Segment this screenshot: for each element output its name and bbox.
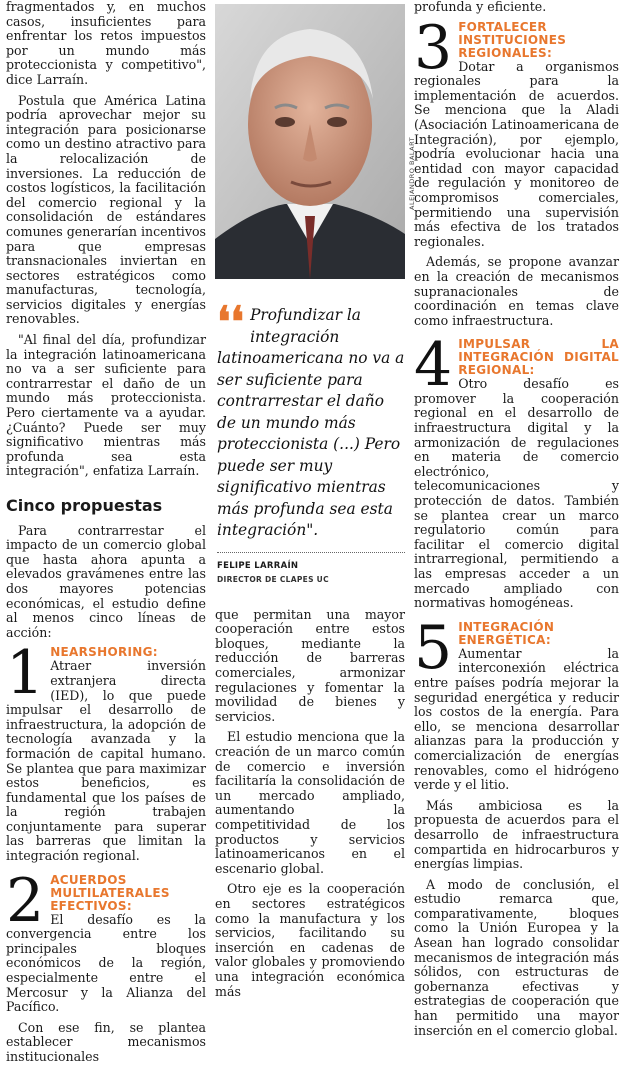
proposal-title: ACUERDOS MULTILATERALES EFECTIVOS: — [50, 872, 170, 913]
quote-text: Profundizar la integración latinoamericana no va a ser suficiente para contrarrestar el daño de un mundo más proteccionista (...) Pero puede ser muy significativo mientras más profunda sea esta integración". — [217, 306, 405, 539]
proposal-text: Dotar a organismos regionales para la implementación de acuerdos. Se menciona que la Aladi (Asociación Latinoamericana de Integración), por ejemplo, podría evolucionar hacia una entidad con mayor capacidad de regulación y monitoreo de compromisos comerciales, permitiendo una supervisión más efectiva de los tratados regionales. — [414, 58, 619, 249]
quote-divider — [217, 552, 405, 553]
proposal-text: Aumentar la interconexión eléctrica entre países podría mejorar la seguridad energética y reducir los costos de la energía. Para ello, se menciona desarrollar alianzas para la producción y comercialización de energías renovables, como el hidrógeno verde y el litio. — [414, 645, 619, 793]
proposal-number: 3 — [414, 12, 453, 83]
proposal-5 — [414, 612, 619, 1038]
center-body — [215, 608, 405, 999]
section-title: Cinco propuestas — [6, 496, 163, 515]
proposal-text: Atraer inversión extranjera directa (IED), lo que puede impulsar el desarrollo de infraestructura, la adopción de tecnología avanzada y la formación de capital humano. Se plantea que para maximizar estos beneficios, es fundamental que los países de la región trabajen conjuntamente para superar las barreras que limitan la integración regional. — [6, 658, 206, 864]
proposal-title: NEARSHORING: — [50, 645, 158, 660]
proposal-2 — [6, 865, 206, 1065]
body-paragraph: Otro eje es la cooperación en sectores estratégicos como la manufactura y los servicios, facilitando su inserción en cadenas de valor globales y promoviendo una integración económica más — [215, 881, 405, 999]
portrait-photo — [215, 4, 405, 279]
body-paragraph: A modo de conclusión, el estudio remarca que, comparativamente, bloques como la Unión Europea y la Asean han logrado consolidar mecanismos de integración más sólidos, con estructuras de gobernanza efectivas y estrategias de cooperación que han permitido una mayor inserción en el comercio global. — [414, 876, 619, 1038]
proposal-title: FORTALECER INSTITUCIONES REGIONALES: — [458, 19, 567, 60]
body-paragraph: Con ese fin, se plantea establecer mecanismos institucionales — [6, 1019, 206, 1064]
body-paragraph: que permitan una mayor cooperación entre estos bloques, mediante la reducción de barreras comerciales, armonizar regulaciones y fomentar la movilidad de bienes y servicios. — [215, 606, 405, 724]
quote-author-role: DIRECTOR DE CLAPES UC — [217, 575, 329, 585]
proposal-text: El desafío es la convergencia entre los principales bloques económicos de la región, especialmente entre el Mercosur y la Alianza del Pacífico. — [6, 911, 206, 1015]
body-paragraph: El estudio menciona que la creación de un marco común de comercio e inversión facilitaría la consolidación de un mercado ampliado, aumentando la competitividad de los productos y servicios latinoamericanos en el escenario global. — [215, 729, 405, 876]
body-paragraph: Más ambiciosa es la propuesta de acuerdos para el desarrollo de infraestructura compartida en hidrocarburos y energías limpias. — [414, 797, 619, 872]
proposal-title: INTEGRACIÓN ENERGÉTICA: — [458, 619, 555, 647]
proposal-number: 2 — [6, 865, 45, 936]
proposal-number: 4 — [414, 330, 453, 401]
column-right — [414, 0, 619, 1044]
body-paragraph: Además, se propone avanzar en la creación de mecanismos supranacionales de coordinación en temas clave como infraestructura. — [414, 254, 619, 328]
proposal-text: Otro desafío es promover la cooperación regional en el desarrollo de infraestructura digital y la armonización de regulaciones en materia de comercio electrónico, telecomunicaciones y protección de datos. También se plantea crear un marco regulatorio común para facilitar el comercio digital intrarregional, permitiendo a las empresas acceder a un mercado ampliado con normativas homogéneas. — [414, 376, 619, 611]
proposal-3 — [414, 12, 619, 329]
photo-credit: ALEJANDRO BALART — [408, 136, 416, 210]
body-paragraph: Postula que América Latina podría aprovechar mejor su integración para posicionarse como un destino atractivo para la relocalización de inversiones. La reducción de costos logísticos, la facilitación del comercio regional y la consolidación de estándares comunes generarían incentivos para que empresas transnacionales inviertan en sectores estratégicos como manufacturas, tecnología, servicios digitales y energías renovables. — [6, 92, 206, 327]
proposal-1 — [6, 638, 206, 864]
column-left — [6, 0, 206, 1071]
quote-author: FELIPE LARRAÍN — [217, 560, 299, 571]
body-paragraph: Para contrarrestar el impacto de un comercio global que hasta ahora apunta a elevados gravámenes entre las dos mayores potencias económicas, el estudio define al menos cinco líneas de acción: — [6, 522, 206, 640]
column-center — [215, 0, 405, 1005]
portrait-illustration — [215, 4, 405, 279]
pull-quote — [215, 297, 405, 588]
body-paragraph: "Al final del día, profundizar la integración latinoamericana no va a ser suficiente para contrarrestar el daño de un mundo más proteccionista. Pero ciertamente va a ayudar. ¿Cuánto? Puede ser muy significativo mientras más profunda sea esta integración", enfatiza Larraín. — [6, 332, 206, 479]
proposal-4 — [414, 330, 619, 611]
body-paragraph: profunda y eficiente. — [414, 0, 547, 14]
proposal-title: IMPULSAR LA INTEGRACIÓN DIGITAL REGIONAL: — [458, 337, 619, 378]
proposal-number: 1 — [6, 638, 45, 709]
proposal-number: 5 — [414, 612, 453, 683]
body-paragraph: fragmentados y, en muchos casos, insuficientes para enfrentar los retos impuestos por un mundo más proteccionista y competitivo", dice Larraín. — [6, 0, 206, 87]
quote-mark-icon: ❛❛ — [217, 297, 245, 346]
